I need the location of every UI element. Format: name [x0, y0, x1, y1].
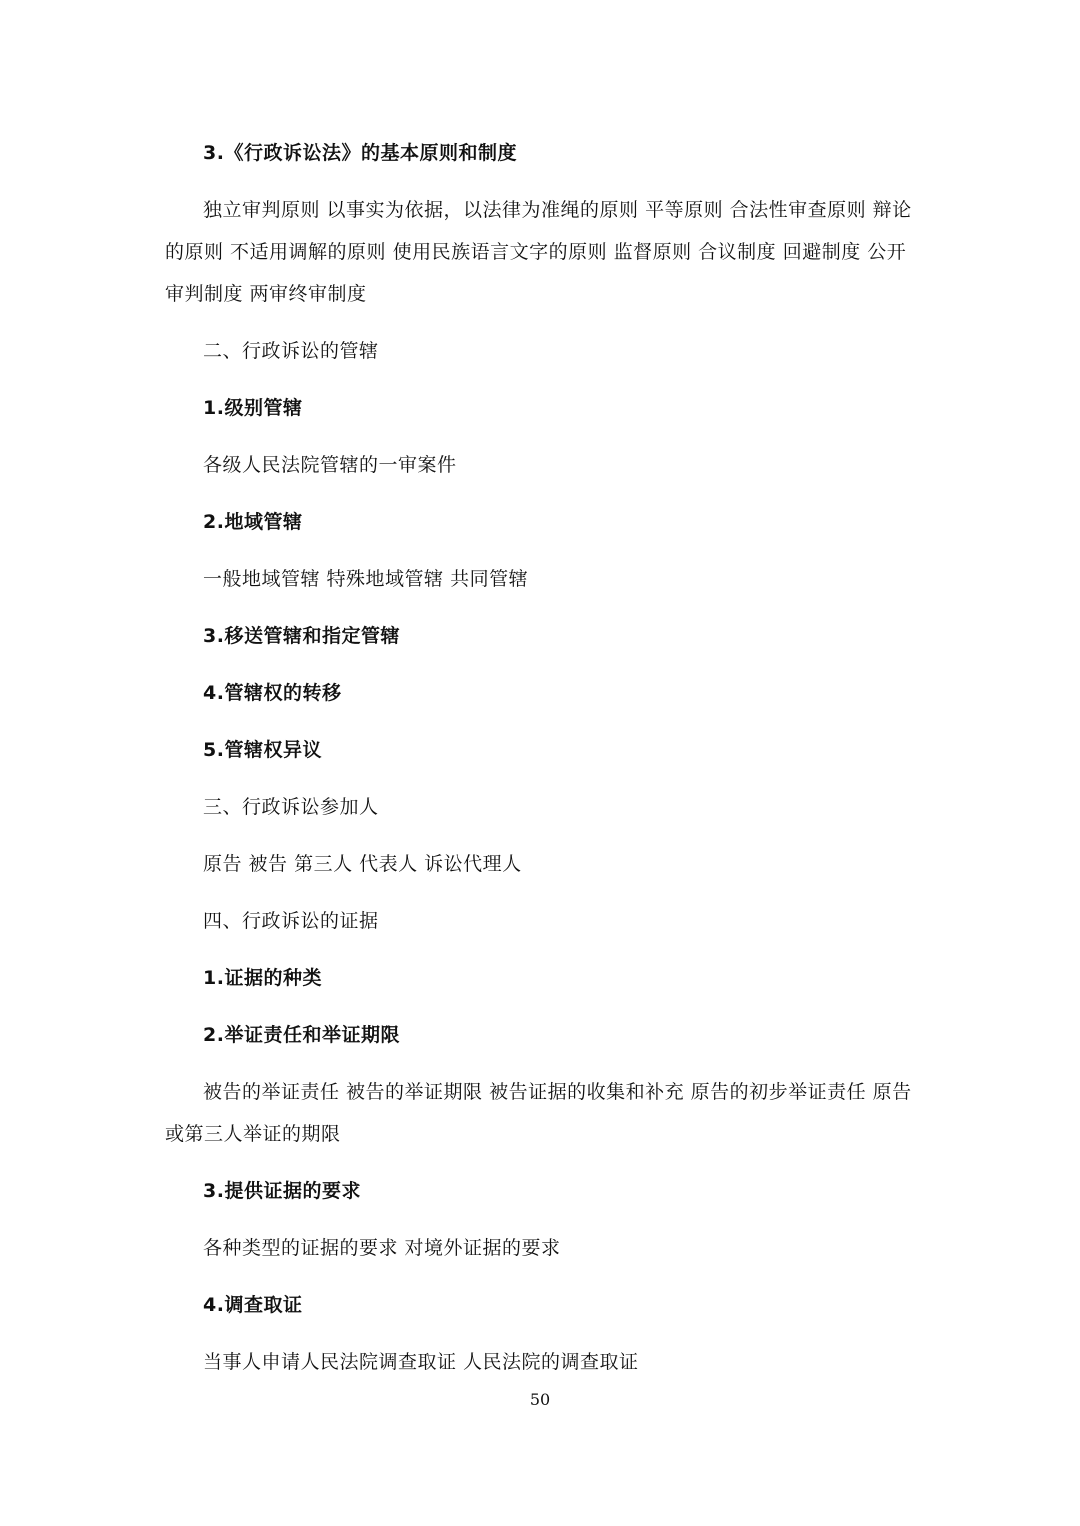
page-number: 50 [529, 1390, 551, 1409]
section-heading-burden-of-proof: 2.举证责任和举证期限 [203, 1024, 400, 1046]
section-heading-transfer-designation: 3.移送管辖和指定管辖 [203, 625, 400, 647]
section-heading-evidence-types: 1.证据的种类 [203, 967, 322, 989]
burden-of-proof-text: 被告的举证责任 被告的举证期限 被告证据的收集和补充 原告的初步举证责任 原告或第三人举证的期限 [165, 1081, 912, 1145]
principles-list: 独立审判原则 以事实为依据，以法律为准绳的原则 平等原则 合法性审查原则 辩论的原则 不适用调解的原则 使用民族语言文字的原则 监督原则 合议制度 回避制度 公开审判制度 两审终审制度 [165, 199, 912, 305]
section-heading-principles: 3.《行政诉讼法》的基本原则和制度 [203, 142, 517, 164]
participants-text: 原告 被告 第三人 代表人 诉讼代理人 [203, 853, 522, 875]
document-body [165, 132, 925, 1398]
section-heading-jurisdiction-objection: 5.管辖权异议 [203, 739, 322, 761]
chapter-heading-evidence: 四、行政诉讼的证据 [203, 910, 379, 932]
chapter-heading-participants: 三、行政诉讼参加人 [203, 796, 379, 818]
level-jurisdiction-text: 各级人民法院管辖的一审案件 [203, 454, 457, 476]
investigation-text: 当事人申请人民法院调查取证 人民法院的调查取证 [203, 1351, 639, 1373]
section-heading-territorial-jurisdiction: 2.地域管辖 [203, 511, 303, 533]
territorial-jurisdiction-text: 一般地域管辖 特殊地域管辖 共同管辖 [203, 568, 529, 590]
section-heading-evidence-requirements: 3.提供证据的要求 [203, 1180, 361, 1202]
section-heading-investigation: 4.调查取证 [203, 1294, 303, 1316]
evidence-requirements-text: 各种类型的证据的要求 对境外证据的要求 [203, 1237, 561, 1259]
section-heading-jurisdiction-transfer: 4.管辖权的转移 [203, 682, 342, 704]
chapter-heading-jurisdiction: 二、行政诉讼的管辖 [203, 340, 379, 362]
section-heading-level-jurisdiction: 1.级别管辖 [203, 397, 303, 419]
